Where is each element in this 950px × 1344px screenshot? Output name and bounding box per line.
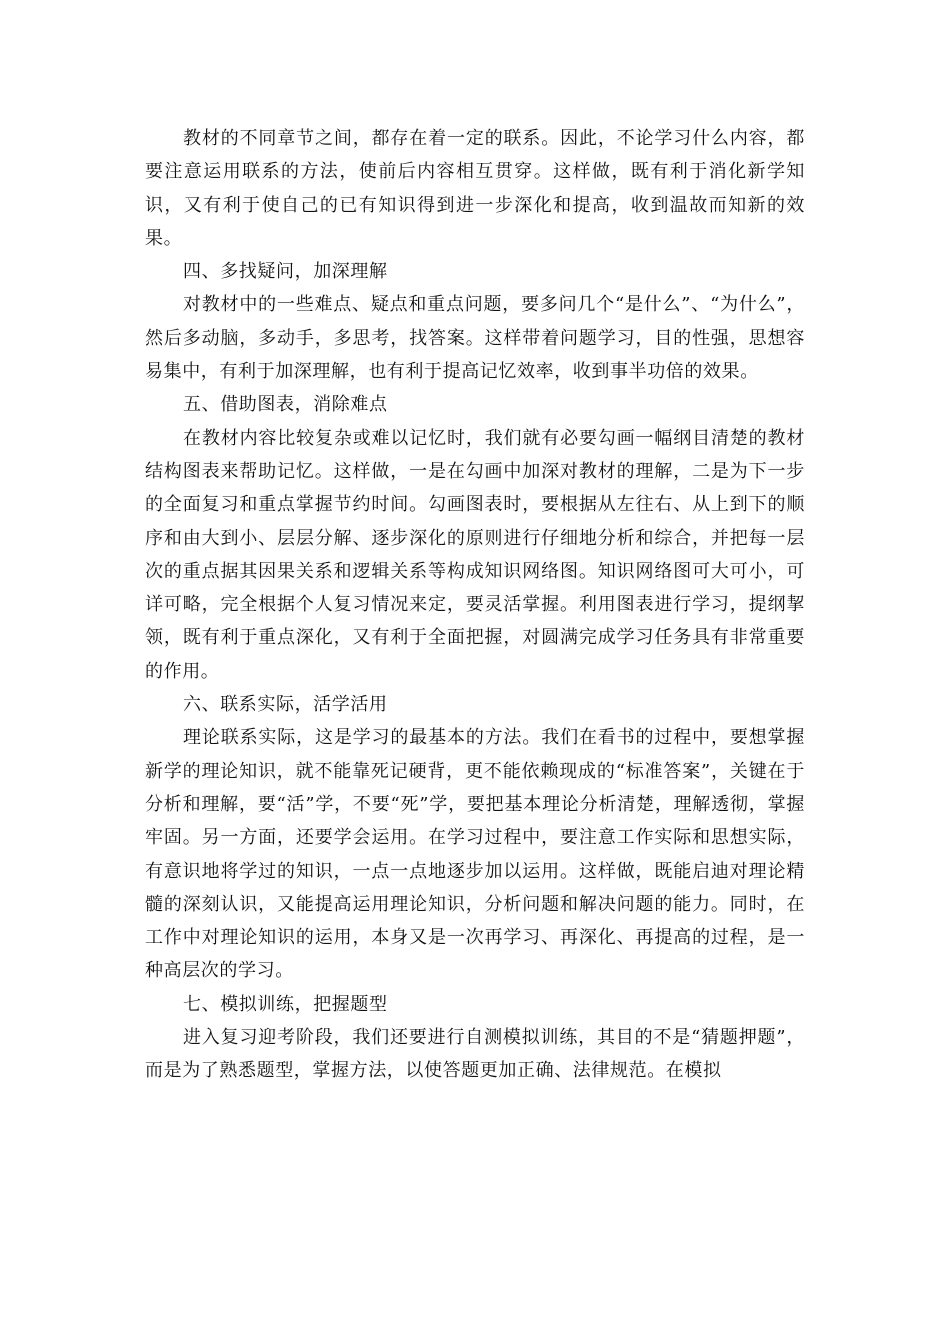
section-heading: 七、模拟训练，把握题型 <box>183 993 388 1015</box>
section-heading: 六、联系实际，活学活用 <box>183 694 388 716</box>
section-heading: 五、借助图表，消除难点 <box>183 394 388 416</box>
body-paragraph: 教材的不同章节之间，都存在着一定的联系。因此，不论学习什么内容，都要注意运用联系的方法，使前后内容相互贯穿。这样做，既有利于消化新学知识，又有利于使自己的已有知识得到进一步深化和提高，收到温故而知新的效果。 <box>145 128 805 249</box>
body-paragraph: 进入复习迎考阶段，我们还要进行自测模拟训练，其目的不是“猜题押题”，而是为了熟悉题型，掌握方法，以使答题更加正确、法律规范。在模拟 <box>145 1027 805 1082</box>
section-heading: 四、多找疑问，加深理解 <box>183 261 388 283</box>
body-paragraph: 对教材中的一些难点、疑点和重点问题，要多问几个“是什么”、“为什么”，然后多动脑，多动手，多思考，找答案。这样带着问题学习，目的性强，思想容易集中，有利于加深理解，也有利于提高记忆效率，收到事半功倍的效果。 <box>145 294 805 383</box>
body-paragraph: 理论联系实际，这是学习的最基本的方法。我们在看书的过程中，要想掌握新学的理论知识，就不能靠死记硬背，更不能依赖现成的“标准答案”，关键在于分析和理解，要“活”学，不要“死”学，要把基本理论分析清楚，理解透彻，掌握牢固。另一方面，还要学会运用。在学习过程中，要注意工作实际和思想实际，有意识地将学过的知识，一点一点地逐步加以运用。这样做，既能启迪对理论精髓的深刻认识，又能提高运用理论知识，分析问题和解决问题的能力。同时，在工作中对理论知识的运用，本身又是一次再学习、再深化、再提高的过程，是一种高层次的学习。 <box>145 727 805 982</box>
document-body <box>145 122 805 1088</box>
body-paragraph: 在教材内容比较复杂或难以记忆时，我们就有必要勾画一幅纲目清楚的教材结构图表来帮助记忆。这样做，一是在勾画中加深对教材的理解，二是为下一步的全面复习和重点掌握节约时间。勾画图表时，要根据从左往右、从上到下的顺序和由大到小、层层分解、逐步深化的原则进行仔细地分析和综合，并把每一层次的重点据其因果关系和逻辑关系等构成知识网络图。知识网络图可大可小，可详可略，完全根据个人复习情况来定，要灵活掌握。利用图表进行学习，提纲挈领，既有利于重点深化，又有利于全面把握，对圆满完成学习任务具有非常重要的作用。 <box>145 427 805 682</box>
